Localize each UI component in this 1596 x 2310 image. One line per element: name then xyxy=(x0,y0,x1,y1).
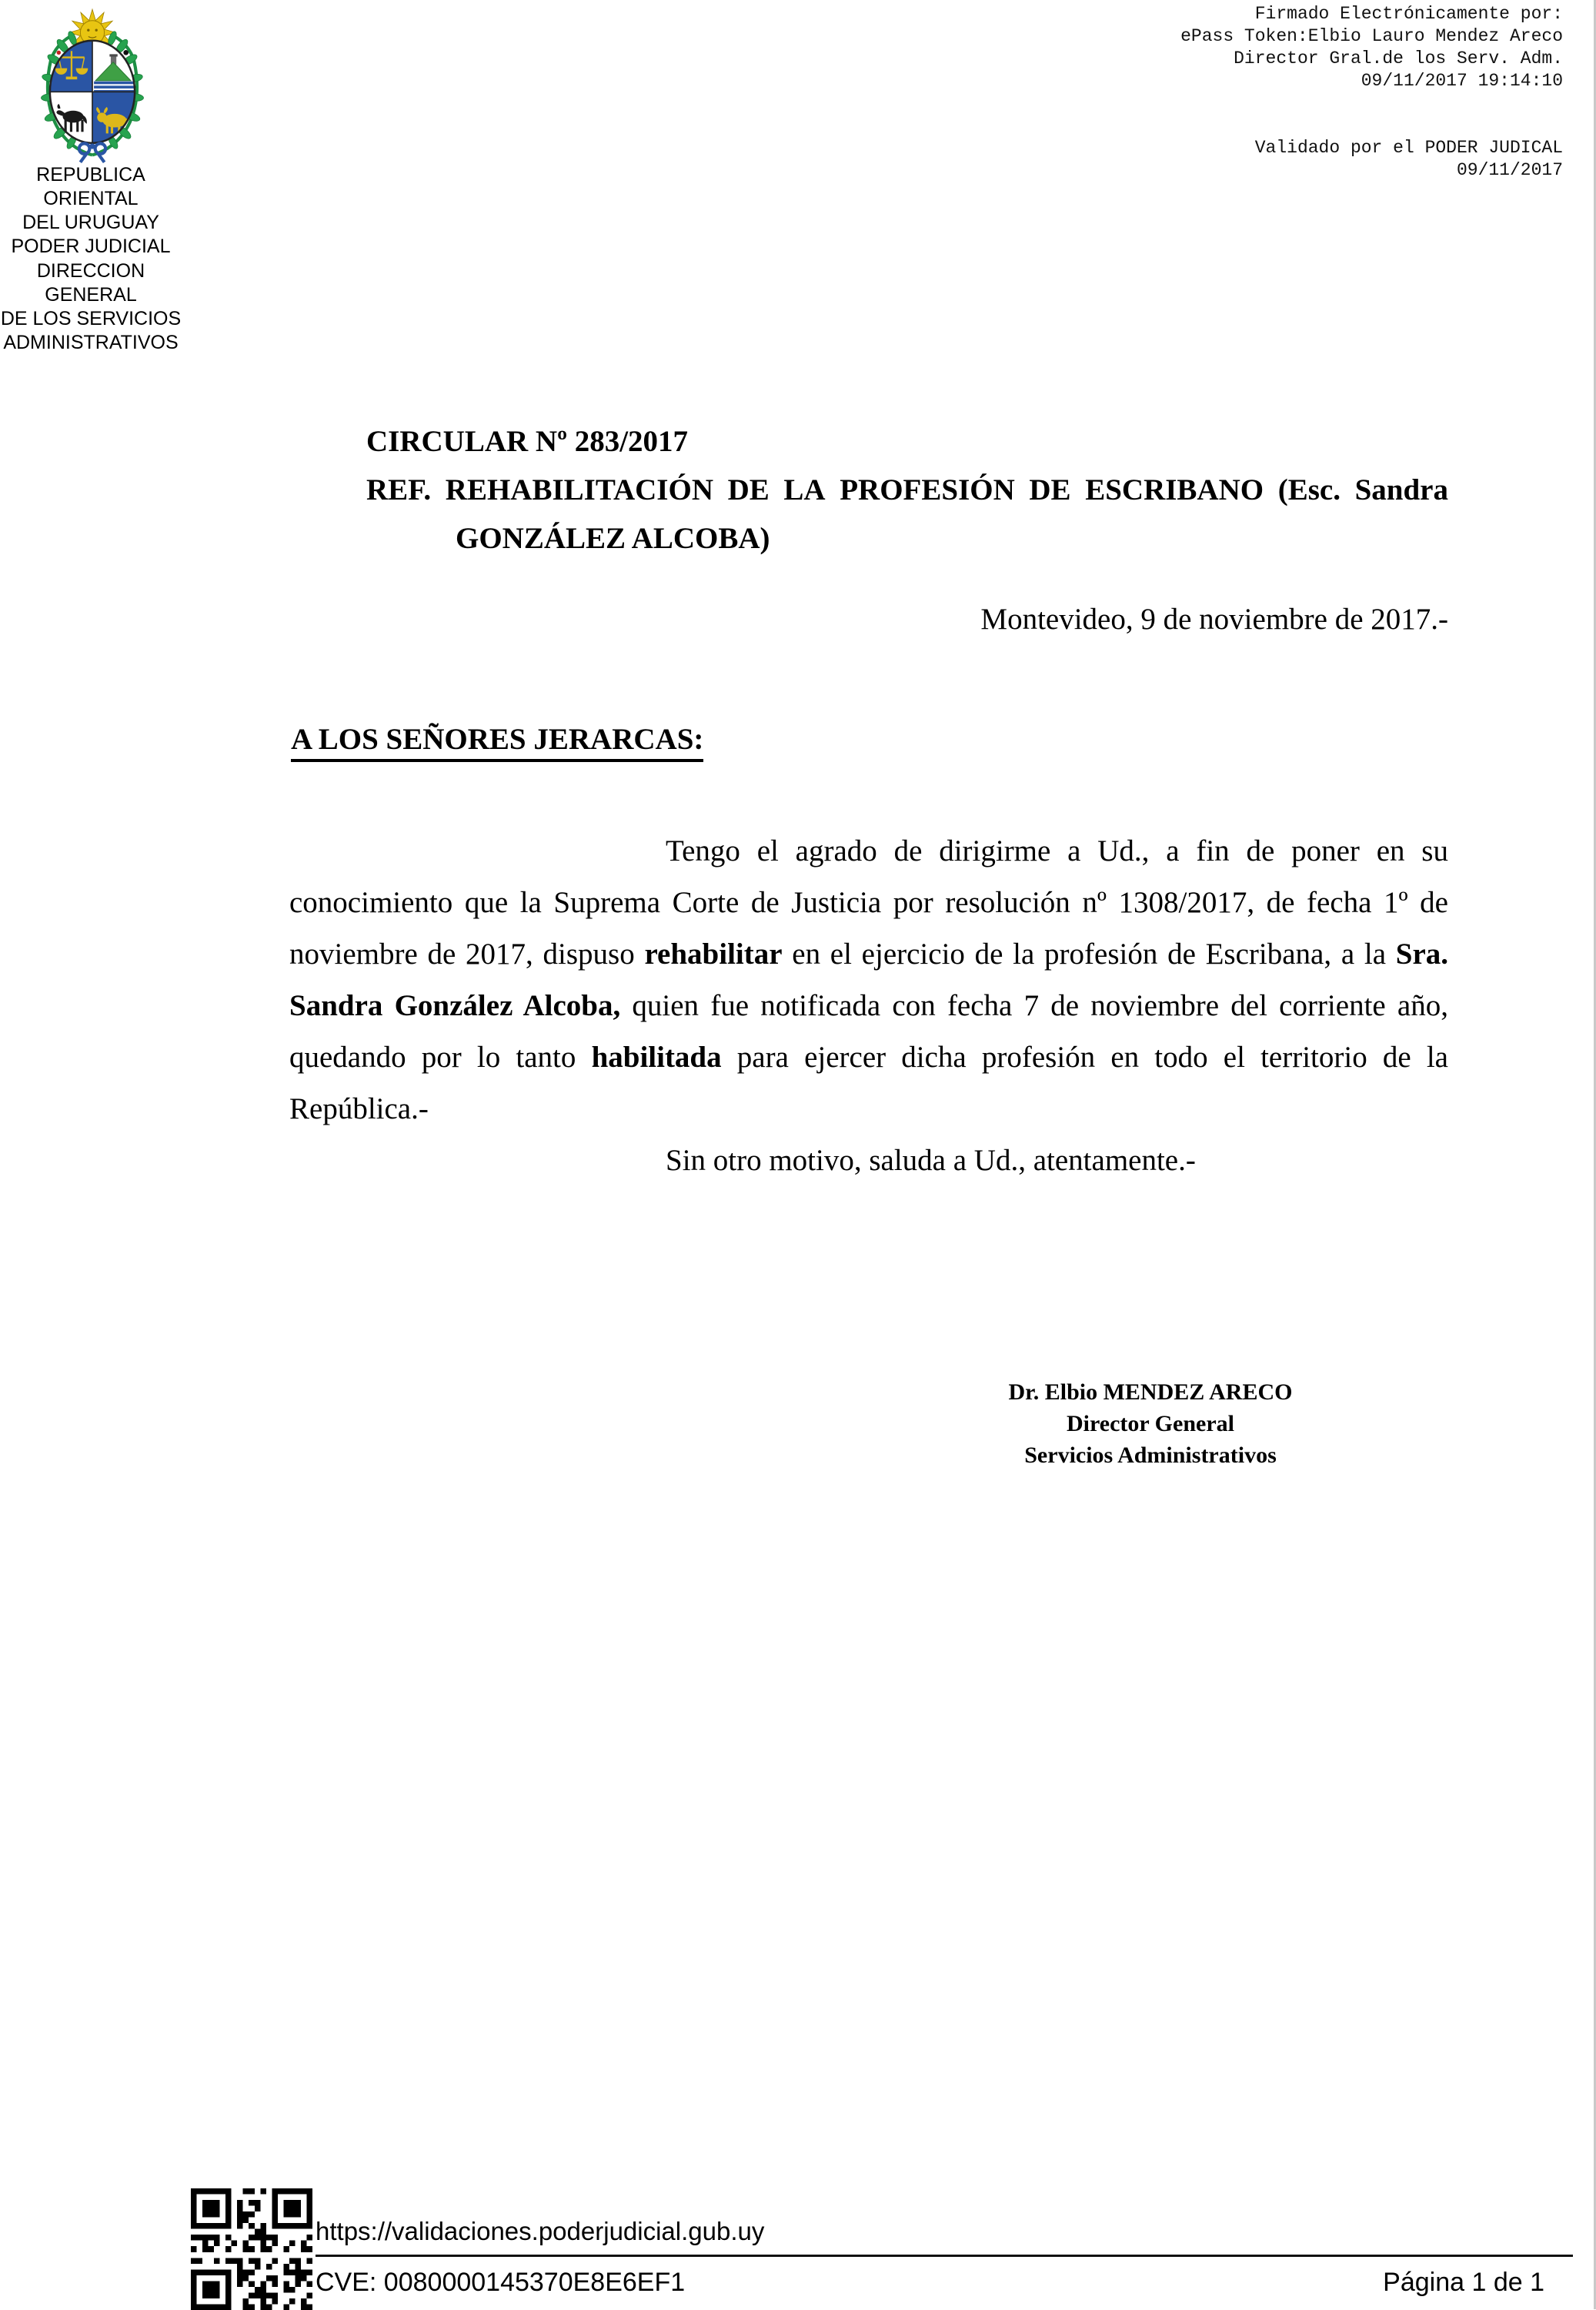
ref-word: LA xyxy=(783,473,826,506)
esign-line: ePass Token:Elbio Lauro Mendez Areco xyxy=(1180,26,1563,46)
body-text xyxy=(289,825,1448,1186)
electronic-signature-stamp xyxy=(1180,3,1563,92)
closing-line: Sin otro motivo, saluda a Ud., atentamente.- xyxy=(666,1144,1196,1177)
qr-code xyxy=(191,2188,312,2310)
division-name xyxy=(0,259,182,355)
uruguay-coat-of-arms-logo xyxy=(19,6,165,166)
validation-date: 09/11/2017 xyxy=(1456,160,1563,180)
footer-divider xyxy=(316,2255,1573,2257)
ref-word: Sandra xyxy=(1354,473,1448,506)
org-line: PODER JUDICIAL xyxy=(11,236,171,257)
esign-line: Firmado Electrónicamente por: xyxy=(1254,4,1563,24)
main-paragraph: Tengo el agrado de dirigirme a Ud., a fin de poner en su conocimiento que la Suprema Corte de Justicia por resolución nº 1308/2017, de fecha 1º de noviembre de 2017, dispuso rehabilitar en el ejercicio de la profesión de Escribana, a la Sra. Sandra González Alcoba, quien fue notificada con fecha 7 de noviembre del corriente año, quedando por lo tanto habilitada para ejercer dicha profesión en todo el territorio de la República.- xyxy=(289,834,1448,1125)
esign-timestamp: 09/11/2017 19:14:10 xyxy=(1361,71,1563,91)
shield xyxy=(50,41,135,143)
division-line: DIRECCION GENERAL xyxy=(36,260,145,306)
signer-title: Director General xyxy=(1067,1411,1234,1436)
circular-number: CIRCULAR Nº 283/2017 xyxy=(366,425,689,458)
validation-stamp xyxy=(1255,137,1563,182)
ref-word: ESCRIBANO xyxy=(1085,473,1264,506)
ribbon-bow-icon xyxy=(79,143,105,162)
ref-word: REHABILITACIÓN xyxy=(445,473,713,506)
ref-word: DE xyxy=(1029,473,1071,506)
salutation-text: A LOS SEÑORES JERARCAS: xyxy=(291,722,703,762)
title-block xyxy=(289,417,1448,563)
org-name xyxy=(0,163,182,259)
ref-word: PROFESIÓN xyxy=(840,473,1015,506)
signature-block xyxy=(985,1376,1316,1471)
cve-code: CVE: 0080000145370E8E6EF1 xyxy=(316,2268,686,2297)
ref-word: REF. xyxy=(366,473,432,506)
salutation xyxy=(291,722,703,762)
ref-word: DE xyxy=(727,473,770,506)
reference-subject-line2: GONZÁLEZ ALCOBA) xyxy=(456,522,770,555)
org-line: REPUBLICA ORIENTAL xyxy=(36,164,145,209)
esign-line: Director Gral.de los Serv. Adm. xyxy=(1234,48,1563,69)
dateline: Montevideo, 9 de noviembre de 2017.- xyxy=(980,603,1448,636)
division-line: DE LOS SERVICIOS xyxy=(0,308,182,329)
reference-subject-line1 xyxy=(366,466,1448,514)
division-line: ADMINISTRATIVOS xyxy=(3,332,179,353)
ref-word: (Esc. xyxy=(1277,473,1341,506)
signer-name: Dr. Elbio MENDEZ ARECO xyxy=(1008,1379,1293,1405)
page-indicator: Página 1 de 1 xyxy=(1383,2268,1544,2297)
signer-office: Servicios Administrativos xyxy=(1024,1442,1277,1468)
validation-line: Validado por el PODER JUDICAL xyxy=(1254,138,1563,158)
validation-url: https://validaciones.poderjudicial.gub.uy xyxy=(316,2217,765,2245)
org-line: DEL URUGUAY xyxy=(22,212,159,233)
